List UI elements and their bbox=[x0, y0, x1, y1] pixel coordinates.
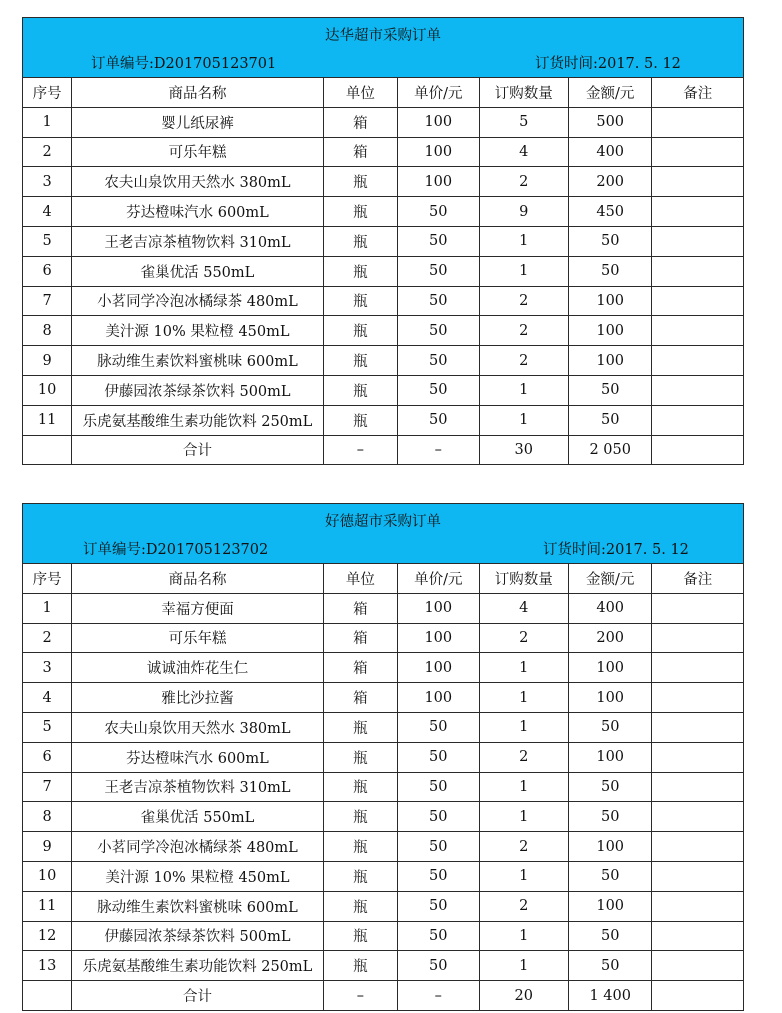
table-row-cell: 50 bbox=[568, 712, 651, 742]
order-header bbox=[23, 18, 743, 78]
table-row-cell: 诚诚油炸花生仁 bbox=[72, 653, 323, 683]
table-row-cell bbox=[652, 286, 743, 316]
table-row bbox=[23, 891, 743, 921]
table-row-cell: 小茗同学冷泡冰橘绿茶 480mL bbox=[72, 286, 323, 316]
table-row-cell: 乐虎氨基酸维生素功能饮料 250mL bbox=[72, 405, 323, 435]
table-row-cell: 脉动维生素饮料蜜桃味 600mL bbox=[72, 346, 323, 376]
table-row-cell: 瓶 bbox=[323, 802, 397, 832]
total-row-cell: 合计 bbox=[72, 981, 323, 1010]
table-row-cell: 50 bbox=[398, 256, 479, 286]
total-row-cell: 30 bbox=[479, 435, 568, 464]
table-row-cell: 50 bbox=[568, 772, 651, 802]
table-row-cell: 100 bbox=[568, 653, 651, 683]
table-row-cell: 2 bbox=[479, 832, 568, 862]
table-row-cell: 3 bbox=[23, 167, 72, 197]
table-row-cell: 2 bbox=[479, 891, 568, 921]
table-row-cell: 50 bbox=[398, 375, 479, 405]
order-title: 达华超市采购订单 bbox=[325, 28, 441, 44]
table-row-cell: 50 bbox=[568, 256, 651, 286]
order-date: 订货时间:2017. 5. 12 bbox=[535, 56, 681, 72]
table-row-cell: 美汁源 10% 果粒橙 450mL bbox=[72, 861, 323, 891]
table-row-cell: 50 bbox=[398, 226, 479, 256]
table-row-cell: 50 bbox=[398, 316, 479, 346]
table-row-cell: 50 bbox=[398, 197, 479, 227]
header-row-cell: 单位 bbox=[323, 564, 397, 593]
table-row-cell bbox=[652, 226, 743, 256]
table-row-cell: 6 bbox=[23, 742, 72, 772]
table-row-cell bbox=[652, 861, 743, 891]
purchase-order-dahua bbox=[22, 17, 744, 465]
table-row-cell bbox=[652, 951, 743, 981]
table-row-cell: 50 bbox=[568, 861, 651, 891]
table-row-cell: 1 bbox=[479, 226, 568, 256]
table-row-cell: 2 bbox=[479, 346, 568, 376]
table-row-cell: 12 bbox=[23, 921, 72, 951]
table-row-cell: 瓶 bbox=[323, 346, 397, 376]
table-row-cell: 1 bbox=[479, 405, 568, 435]
table-row bbox=[23, 951, 743, 981]
table-row-cell: 瓶 bbox=[323, 921, 397, 951]
table-row-cell bbox=[652, 137, 743, 167]
table-row-cell: 9 bbox=[479, 197, 568, 227]
table-row-cell: 50 bbox=[398, 346, 479, 376]
table-row-cell: 瓶 bbox=[323, 951, 397, 981]
table-row-cell: 100 bbox=[398, 593, 479, 623]
table-row-cell: 乐虎氨基酸维生素功能饮料 250mL bbox=[72, 951, 323, 981]
table-row-cell: 王老吉凉茶植物饮料 310mL bbox=[72, 226, 323, 256]
header-row bbox=[23, 78, 743, 107]
total-row-cell: – bbox=[323, 435, 397, 464]
total-row bbox=[23, 435, 743, 464]
table-row bbox=[23, 861, 743, 891]
table-row-cell: 13 bbox=[23, 951, 72, 981]
purchase-order-haode bbox=[22, 503, 744, 1011]
table-row-cell: 50 bbox=[398, 405, 479, 435]
total-row-cell bbox=[652, 435, 743, 464]
table-row-cell: 50 bbox=[398, 742, 479, 772]
table-row-cell: 5 bbox=[23, 712, 72, 742]
table-row-cell: 瓶 bbox=[323, 316, 397, 346]
table-row-cell bbox=[652, 346, 743, 376]
table-row-cell: 雀巢优活 550mL bbox=[72, 802, 323, 832]
table-row-cell: 1 bbox=[479, 951, 568, 981]
table-row-cell: 瓶 bbox=[323, 226, 397, 256]
table-row-cell: 50 bbox=[398, 832, 479, 862]
header-row-cell: 单位 bbox=[323, 78, 397, 107]
table-row-cell: 瓶 bbox=[323, 405, 397, 435]
table-row bbox=[23, 772, 743, 802]
total-row-cell bbox=[23, 981, 72, 1010]
table-row-cell: 100 bbox=[398, 137, 479, 167]
table-row bbox=[23, 107, 743, 137]
table-row-cell: 瓶 bbox=[323, 891, 397, 921]
table-row-cell: 脉动维生素饮料蜜桃味 600mL bbox=[72, 891, 323, 921]
table-row-cell: 10 bbox=[23, 375, 72, 405]
table-row-cell: 9 bbox=[23, 832, 72, 862]
header-row-cell: 订购数量 bbox=[479, 564, 568, 593]
table-row-cell: 4 bbox=[23, 197, 72, 227]
order-number: 订单编号:D201705123702 bbox=[83, 542, 269, 558]
table-row-cell: 50 bbox=[398, 712, 479, 742]
table-row bbox=[23, 712, 743, 742]
table-row-cell: 4 bbox=[479, 593, 568, 623]
table-row-cell bbox=[652, 921, 743, 951]
table-row-cell bbox=[652, 375, 743, 405]
table-row bbox=[23, 653, 743, 683]
table-row bbox=[23, 742, 743, 772]
table-row bbox=[23, 137, 743, 167]
table-row-cell: 瓶 bbox=[323, 832, 397, 862]
table-row-cell bbox=[652, 653, 743, 683]
order-header bbox=[23, 504, 743, 564]
table-row bbox=[23, 167, 743, 197]
header-row-cell: 金额/元 bbox=[568, 78, 651, 107]
table-row-cell: 可乐年糕 bbox=[72, 623, 323, 653]
table-row-cell bbox=[652, 316, 743, 346]
table-row bbox=[23, 346, 743, 376]
total-row bbox=[23, 981, 743, 1010]
table-row-cell: 小茗同学冷泡冰橘绿茶 480mL bbox=[72, 832, 323, 862]
table-row bbox=[23, 286, 743, 316]
table-row-cell: 50 bbox=[398, 921, 479, 951]
table-row-cell: 50 bbox=[568, 405, 651, 435]
table-row-cell: 400 bbox=[568, 137, 651, 167]
header-row-cell: 单价/元 bbox=[398, 564, 479, 593]
order-table bbox=[23, 564, 743, 1010]
table-row-cell: 雀巢优活 550mL bbox=[72, 256, 323, 286]
table-row-cell: 王老吉凉茶植物饮料 310mL bbox=[72, 772, 323, 802]
table-row-cell: 1 bbox=[479, 861, 568, 891]
table-row-cell: 箱 bbox=[323, 137, 397, 167]
table-row-cell: 11 bbox=[23, 405, 72, 435]
table-row-cell: 农夫山泉饮用天然水 380mL bbox=[72, 167, 323, 197]
table-row-cell: 200 bbox=[568, 623, 651, 653]
table-row-cell: 1 bbox=[479, 802, 568, 832]
table-row-cell: 幸福方便面 bbox=[72, 593, 323, 623]
total-row-cell: 合计 bbox=[72, 435, 323, 464]
table-row-cell: 8 bbox=[23, 316, 72, 346]
table-row-cell: 500 bbox=[568, 107, 651, 137]
table-row-cell: 芬达橙味汽水 600mL bbox=[72, 197, 323, 227]
table-row-cell: 伊藤园浓茶绿茶饮料 500mL bbox=[72, 921, 323, 951]
table-row-cell bbox=[652, 256, 743, 286]
table-row-cell: 100 bbox=[568, 346, 651, 376]
table-row-cell: 50 bbox=[568, 802, 651, 832]
header-row-cell: 商品名称 bbox=[72, 78, 323, 107]
table-row-cell: 雅比沙拉酱 bbox=[72, 683, 323, 713]
table-row-cell: 农夫山泉饮用天然水 380mL bbox=[72, 712, 323, 742]
table-row bbox=[23, 256, 743, 286]
table-row-cell: 10 bbox=[23, 861, 72, 891]
table-row-cell: 100 bbox=[398, 167, 479, 197]
table-row-cell: 美汁源 10% 果粒橙 450mL bbox=[72, 316, 323, 346]
table-row-cell: 100 bbox=[568, 832, 651, 862]
table-row-cell bbox=[652, 712, 743, 742]
table-row bbox=[23, 316, 743, 346]
table-row bbox=[23, 593, 743, 623]
table-row-cell: 2 bbox=[23, 623, 72, 653]
table-row-cell: 50 bbox=[398, 802, 479, 832]
table-row-cell: 瓶 bbox=[323, 286, 397, 316]
table-row-cell: 8 bbox=[23, 802, 72, 832]
table-row-cell: 100 bbox=[398, 653, 479, 683]
table-row-cell: 7 bbox=[23, 286, 72, 316]
table-row-cell: 50 bbox=[568, 226, 651, 256]
table-row-cell: 5 bbox=[23, 226, 72, 256]
table-row-cell: 50 bbox=[568, 951, 651, 981]
total-row-cell bbox=[652, 981, 743, 1010]
table-row bbox=[23, 405, 743, 435]
table-row bbox=[23, 623, 743, 653]
table-row-cell: 瓶 bbox=[323, 256, 397, 286]
header-row bbox=[23, 564, 743, 593]
table-row-cell: 1 bbox=[23, 107, 72, 137]
table-row-cell bbox=[652, 891, 743, 921]
table-row-cell: 1 bbox=[479, 921, 568, 951]
table-row-cell: 箱 bbox=[323, 623, 397, 653]
header-row-cell: 订购数量 bbox=[479, 78, 568, 107]
table-row-cell bbox=[652, 623, 743, 653]
order-number: 订单编号:D201705123701 bbox=[91, 56, 277, 72]
total-row-cell: – bbox=[398, 435, 479, 464]
table-row-cell: 100 bbox=[568, 742, 651, 772]
table-row-cell: 瓶 bbox=[323, 742, 397, 772]
table-row bbox=[23, 832, 743, 862]
table-row-cell bbox=[652, 167, 743, 197]
header-row-cell: 商品名称 bbox=[72, 564, 323, 593]
table-row-cell bbox=[652, 742, 743, 772]
table-row-cell: 3 bbox=[23, 653, 72, 683]
table-row-cell: 箱 bbox=[323, 593, 397, 623]
table-row bbox=[23, 226, 743, 256]
table-row-cell: 婴儿纸尿裤 bbox=[72, 107, 323, 137]
table-row-cell: 瓶 bbox=[323, 197, 397, 227]
table-row-cell: 4 bbox=[479, 137, 568, 167]
table-row-cell: 5 bbox=[479, 107, 568, 137]
table-row-cell: 1 bbox=[479, 772, 568, 802]
table-row-cell: 芬达橙味汽水 600mL bbox=[72, 742, 323, 772]
table-row-cell bbox=[652, 802, 743, 832]
table-row-cell: 9 bbox=[23, 346, 72, 376]
table-row-cell bbox=[652, 683, 743, 713]
table-row-cell: 瓶 bbox=[323, 861, 397, 891]
total-row-cell: 20 bbox=[479, 981, 568, 1010]
table-row-cell: 1 bbox=[479, 653, 568, 683]
table-row-cell: 瓶 bbox=[323, 712, 397, 742]
table-row-cell: 100 bbox=[398, 107, 479, 137]
table-row-cell: 200 bbox=[568, 167, 651, 197]
table-row-cell: 50 bbox=[568, 921, 651, 951]
table-row bbox=[23, 375, 743, 405]
table-row-cell: 2 bbox=[479, 316, 568, 346]
table-row-cell: 50 bbox=[398, 286, 479, 316]
table-row-cell: 100 bbox=[398, 683, 479, 713]
table-row-cell: 100 bbox=[568, 286, 651, 316]
total-row-cell: 1 400 bbox=[568, 981, 651, 1010]
total-row-cell bbox=[23, 435, 72, 464]
table-row-cell: 箱 bbox=[323, 107, 397, 137]
header-row-cell: 序号 bbox=[23, 78, 72, 107]
table-row-cell: 50 bbox=[568, 375, 651, 405]
table-row-cell bbox=[652, 772, 743, 802]
table-row-cell bbox=[652, 405, 743, 435]
table-row-cell bbox=[652, 197, 743, 227]
total-row-cell: – bbox=[398, 981, 479, 1010]
header-row-cell: 备注 bbox=[652, 78, 743, 107]
table-row-cell: 1 bbox=[479, 375, 568, 405]
table-row-cell: 箱 bbox=[323, 683, 397, 713]
table-row-cell: 瓶 bbox=[323, 772, 397, 802]
header-row-cell: 单价/元 bbox=[398, 78, 479, 107]
table-row-cell: 11 bbox=[23, 891, 72, 921]
header-row-cell: 备注 bbox=[652, 564, 743, 593]
table-row-cell: 4 bbox=[23, 683, 72, 713]
table-row-cell bbox=[652, 107, 743, 137]
table-row-cell: 50 bbox=[398, 861, 479, 891]
table-row-cell: 7 bbox=[23, 772, 72, 802]
table-row-cell: 50 bbox=[398, 772, 479, 802]
order-table bbox=[23, 78, 743, 464]
table-row-cell: 100 bbox=[568, 683, 651, 713]
table-row-cell: 1 bbox=[23, 593, 72, 623]
table-row-cell: 2 bbox=[23, 137, 72, 167]
table-row-cell: 2 bbox=[479, 167, 568, 197]
table-row-cell: 100 bbox=[568, 316, 651, 346]
table-row-cell: 1 bbox=[479, 712, 568, 742]
table-row-cell: 100 bbox=[398, 623, 479, 653]
table-row-cell: 400 bbox=[568, 593, 651, 623]
table-row bbox=[23, 683, 743, 713]
table-row-cell: 伊藤园浓茶绿茶饮料 500mL bbox=[72, 375, 323, 405]
table-row-cell: 瓶 bbox=[323, 375, 397, 405]
table-row-cell: 100 bbox=[568, 891, 651, 921]
order-date: 订货时间:2017. 5. 12 bbox=[543, 542, 689, 558]
total-row-cell: 2 050 bbox=[568, 435, 651, 464]
table-row-cell: 2 bbox=[479, 623, 568, 653]
header-row-cell: 金额/元 bbox=[568, 564, 651, 593]
table-row-cell: 50 bbox=[398, 891, 479, 921]
table-row bbox=[23, 802, 743, 832]
table-row bbox=[23, 197, 743, 227]
table-row-cell: 可乐年糕 bbox=[72, 137, 323, 167]
table-row-cell: 6 bbox=[23, 256, 72, 286]
order-title: 好德超市采购订单 bbox=[325, 514, 441, 530]
table-row-cell: 箱 bbox=[323, 653, 397, 683]
header-row-cell: 序号 bbox=[23, 564, 72, 593]
table-row-cell bbox=[652, 832, 743, 862]
table-row-cell bbox=[652, 593, 743, 623]
table-row-cell: 2 bbox=[479, 286, 568, 316]
table-row bbox=[23, 921, 743, 951]
table-row-cell: 1 bbox=[479, 683, 568, 713]
total-row-cell: – bbox=[323, 981, 397, 1010]
table-row-cell: 2 bbox=[479, 742, 568, 772]
table-row-cell: 瓶 bbox=[323, 167, 397, 197]
table-row-cell: 450 bbox=[568, 197, 651, 227]
table-row-cell: 50 bbox=[398, 951, 479, 981]
table-row-cell: 1 bbox=[479, 256, 568, 286]
